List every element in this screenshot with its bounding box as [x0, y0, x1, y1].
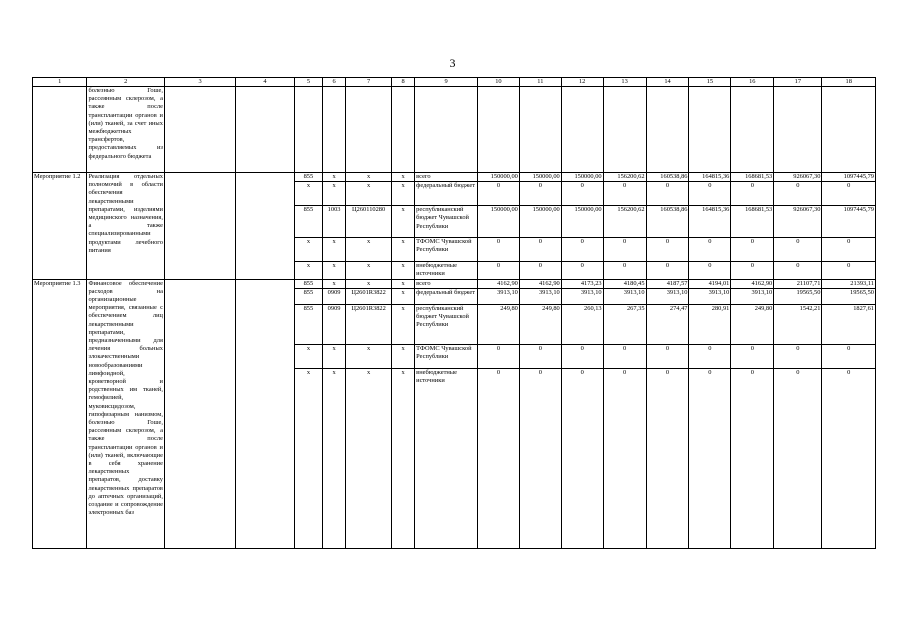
amount-cell: 4194,01 — [689, 279, 731, 288]
amount-cell: 4162,90 — [519, 279, 561, 288]
amount-cell: 168681,53 — [731, 173, 774, 182]
header-cell: 2 — [87, 78, 164, 87]
amount-cell: 21107,71 — [774, 279, 822, 288]
budget-code-cell: х — [392, 368, 415, 548]
empty-cell — [33, 87, 87, 173]
empty-cell — [519, 87, 561, 173]
amount-cell: 0 — [689, 368, 731, 548]
amount-cell: 150000,00 — [561, 173, 603, 182]
funding-source: республиканский бюджет Чувашской Республики — [415, 206, 478, 238]
amount-cell: 926067,30 — [774, 206, 822, 238]
funding-source: всего — [415, 279, 478, 288]
budget-code-cell: х — [346, 173, 392, 182]
empty-cell — [646, 87, 689, 173]
amount-cell: 156200,62 — [603, 206, 646, 238]
page-number: 3 — [449, 56, 456, 70]
amount-cell: 260,13 — [561, 304, 603, 344]
empty-cell — [236, 87, 295, 173]
budget-code-cell: х — [323, 238, 346, 262]
funding-source: федеральный бюджет — [415, 182, 478, 206]
budget-code-cell: Ц2601R3822 — [346, 288, 392, 304]
budget-code-cell: х — [392, 279, 415, 288]
amount-cell: 0 — [731, 182, 774, 206]
amount-cell: 168681,53 — [731, 206, 774, 238]
amount-cell: 249,80 — [731, 304, 774, 344]
amount-cell: 150000,00 — [519, 206, 561, 238]
amount-cell: 0 — [646, 344, 689, 368]
amount-cell: 1097445,79 — [822, 173, 876, 182]
amount-cell: 4162,90 — [478, 279, 520, 288]
amount-cell: 0 — [478, 368, 520, 548]
budget-code-cell: х — [294, 344, 322, 368]
amount-cell: 160538,86 — [646, 206, 689, 238]
amount-cell: 4180,45 — [603, 279, 646, 288]
header-cell: 3 — [164, 78, 235, 87]
activity-description: Финансовое обеспечение расходов на организационные мероприятия, связанные с обеспечением лиц лекарственными препаратами, предназначенными для лечения больных злокачественными новообразованиями лимфоидной, кроветворной и родственных им тканей, гемофилией, муковисцидозом, гипофизарным нанизмом, болезнью Гоше, рассеянным склерозом, а также после трансплантации органов и (или) тканей, включающие в себя хранение лекарственных препаратов, доставку лекарственных препаратов до аптечных организаций, создание и сопровождение электронных баз — [87, 279, 164, 548]
budget-code-cell: Ц260110280 — [346, 206, 392, 238]
amount-cell: 0 — [603, 368, 646, 548]
budget-code-cell: х — [294, 238, 322, 262]
funding-source: ТФОМС Чувашской Республики — [415, 238, 478, 262]
header-cell: 7 — [346, 78, 392, 87]
amount-cell: 0 — [822, 368, 876, 548]
budget-code-cell: х — [346, 262, 392, 279]
budget-code-cell: 0909 — [323, 288, 346, 304]
header-row — [33, 78, 876, 87]
amount-cell: 150000,00 — [519, 173, 561, 182]
empty-cell — [561, 87, 603, 173]
funding-source: федеральный бюджет — [415, 288, 478, 304]
budget-code-cell: х — [323, 279, 346, 288]
amount-cell: 0 — [646, 182, 689, 206]
amount-cell: 0 — [603, 182, 646, 206]
empty-cell — [346, 87, 392, 173]
amount-cell: 0 — [822, 182, 876, 206]
amount-cell: 21393,11 — [822, 279, 876, 288]
empty-cell — [478, 87, 520, 173]
funding-row — [33, 279, 876, 288]
amount-cell: 0 — [731, 368, 774, 548]
funding-row — [33, 173, 876, 182]
budget-code-cell: 855 — [294, 279, 322, 288]
activity-name: Мероприятие 1.2 — [33, 173, 87, 280]
budget-code-cell: х — [294, 262, 322, 279]
amount-cell: 0 — [731, 262, 774, 279]
activity-name: Мероприятие 1.3 — [33, 279, 87, 548]
amount-cell: 0 — [774, 344, 822, 368]
budget-code-cell: х — [323, 173, 346, 182]
amount-cell: 0 — [561, 182, 603, 206]
budget-code-cell: 855 — [294, 288, 322, 304]
amount-cell: 4187,57 — [646, 279, 689, 288]
budget-code-cell: х — [346, 344, 392, 368]
empty-cell — [323, 87, 346, 173]
budget-code-cell: х — [323, 182, 346, 206]
amount-cell: 0 — [646, 368, 689, 548]
amount-cell: 3913,10 — [519, 288, 561, 304]
funding-source: всего — [415, 173, 478, 182]
amount-cell: 1827,61 — [822, 304, 876, 344]
budget-code-cell: х — [392, 206, 415, 238]
amount-cell: 0 — [689, 238, 731, 262]
amount-cell: 0 — [478, 182, 520, 206]
amount-cell: 156200,62 — [603, 173, 646, 182]
budget-code-cell: х — [346, 182, 392, 206]
budget-code-cell: х — [346, 368, 392, 548]
amount-cell: 164815,36 — [689, 206, 731, 238]
funding-source: внебюджетные источники — [415, 368, 478, 548]
amount-cell: 0 — [774, 368, 822, 548]
amount-cell: 1097445,79 — [822, 206, 876, 238]
amount-cell: 0 — [731, 344, 774, 368]
amount-cell: 3913,10 — [646, 288, 689, 304]
budget-code-cell: х — [392, 262, 415, 279]
header-cell: 16 — [731, 78, 774, 87]
budget-code-cell: х — [346, 279, 392, 288]
continuation-row — [33, 87, 876, 173]
budget-code-cell: х — [392, 182, 415, 206]
amount-cell: 0 — [689, 182, 731, 206]
header-cell: 10 — [478, 78, 520, 87]
empty-cell — [164, 173, 235, 280]
amount-cell: 0 — [822, 344, 876, 368]
amount-cell: 0 — [603, 344, 646, 368]
budget-code-cell: х — [294, 182, 322, 206]
amount-cell: 274,47 — [646, 304, 689, 344]
amount-cell: 0 — [519, 262, 561, 279]
amount-cell: 0 — [774, 262, 822, 279]
amount-cell: 0 — [519, 182, 561, 206]
amount-cell: 0 — [478, 238, 520, 262]
amount-cell: 0 — [822, 262, 876, 279]
empty-cell — [731, 87, 774, 173]
header-cell: 12 — [561, 78, 603, 87]
amount-cell: 19565,50 — [774, 288, 822, 304]
amount-cell: 0 — [561, 238, 603, 262]
budget-code-cell: 855 — [294, 304, 322, 344]
header-cell: 5 — [294, 78, 322, 87]
budget-code-cell: х — [323, 344, 346, 368]
funding-source: ТФОМС Чувашской Республики — [415, 344, 478, 368]
funding-source: внебюджетные источники — [415, 262, 478, 279]
budget-code-cell: х — [392, 238, 415, 262]
empty-cell — [774, 87, 822, 173]
empty-cell — [603, 87, 646, 173]
amount-cell: 926067,30 — [774, 173, 822, 182]
budget-code-cell: 1003 — [323, 206, 346, 238]
header-cell: 17 — [774, 78, 822, 87]
budget-code-cell: х — [392, 304, 415, 344]
budget-code-cell: 855 — [294, 206, 322, 238]
empty-cell — [689, 87, 731, 173]
activity-description: Реализация отдельных полномочий в области обеспечения лекарственными препаратами, изделиями медицинского назначения, а также специализированными продуктами лечебного питания — [87, 173, 164, 280]
header-cell: 11 — [519, 78, 561, 87]
amount-cell: 150000,00 — [478, 173, 520, 182]
empty-cell — [392, 87, 415, 173]
amount-cell: 0 — [689, 344, 731, 368]
amount-cell: 249,80 — [478, 304, 520, 344]
program-financing-table — [32, 77, 876, 549]
amount-cell: 0 — [519, 344, 561, 368]
empty-cell — [236, 173, 295, 280]
amount-cell: 0 — [646, 238, 689, 262]
amount-cell: 0 — [519, 368, 561, 548]
amount-cell: 3913,10 — [603, 288, 646, 304]
budget-code-cell: х — [392, 173, 415, 182]
budget-code-cell: х — [346, 238, 392, 262]
funding-source: республиканский бюджет Чувашской Республики — [415, 304, 478, 344]
amount-cell: 0 — [822, 238, 876, 262]
amount-cell: 0 — [646, 262, 689, 279]
budget-code-cell: х — [294, 368, 322, 548]
budget-code-cell: х — [323, 368, 346, 548]
budget-code-cell: х — [323, 262, 346, 279]
amount-cell: 0 — [561, 262, 603, 279]
amount-cell: 3913,10 — [478, 288, 520, 304]
amount-cell: 150000,00 — [561, 206, 603, 238]
header-cell: 8 — [392, 78, 415, 87]
amount-cell: 160538,86 — [646, 173, 689, 182]
amount-cell: 0 — [519, 238, 561, 262]
header-cell: 4 — [236, 78, 295, 87]
header-cell: 1 — [33, 78, 87, 87]
header-cell: 18 — [822, 78, 876, 87]
amount-cell: 0 — [603, 262, 646, 279]
budget-code-cell: Ц2601R3822 — [346, 304, 392, 344]
amount-cell: 0 — [774, 182, 822, 206]
header-cell: 9 — [415, 78, 478, 87]
budget-code-cell: 855 — [294, 173, 322, 182]
header-cell: 13 — [603, 78, 646, 87]
empty-cell — [822, 87, 876, 173]
header-cell: 6 — [323, 78, 346, 87]
amount-cell: 150000,00 — [478, 206, 520, 238]
amount-cell: 0 — [478, 262, 520, 279]
amount-cell: 249,80 — [519, 304, 561, 344]
amount-cell: 267,35 — [603, 304, 646, 344]
budget-code-cell: х — [392, 344, 415, 368]
budget-code-cell: х — [392, 288, 415, 304]
empty-cell — [164, 87, 235, 173]
empty-cell — [415, 87, 478, 173]
amount-cell: 0 — [689, 262, 731, 279]
amount-cell: 0 — [731, 238, 774, 262]
amount-cell: 4162,90 — [731, 279, 774, 288]
amount-cell: 0 — [561, 344, 603, 368]
amount-cell: 0 — [478, 344, 520, 368]
empty-cell — [236, 279, 295, 548]
amount-cell: 280,91 — [689, 304, 731, 344]
amount-cell: 3913,10 — [689, 288, 731, 304]
empty-cell — [294, 87, 322, 173]
amount-cell: 0 — [603, 238, 646, 262]
amount-cell: 0 — [561, 368, 603, 548]
activity-description: болезнью Гоше, рассеянным склерозом, а также после трансплантации органов и (или) тканей, за счет иных межбюджетных трансфертов, предоставляемых из федерального бюджета — [87, 87, 164, 173]
empty-cell — [164, 279, 235, 548]
budget-code-cell: 0909 — [323, 304, 346, 344]
amount-cell: 0 — [774, 238, 822, 262]
amount-cell: 164815,36 — [689, 173, 731, 182]
header-cell: 15 — [689, 78, 731, 87]
header-cell: 14 — [646, 78, 689, 87]
amount-cell: 19565,50 — [822, 288, 876, 304]
amount-cell: 4173,23 — [561, 279, 603, 288]
amount-cell: 3913,10 — [561, 288, 603, 304]
amount-cell: 1542,21 — [774, 304, 822, 344]
amount-cell: 3913,10 — [731, 288, 774, 304]
